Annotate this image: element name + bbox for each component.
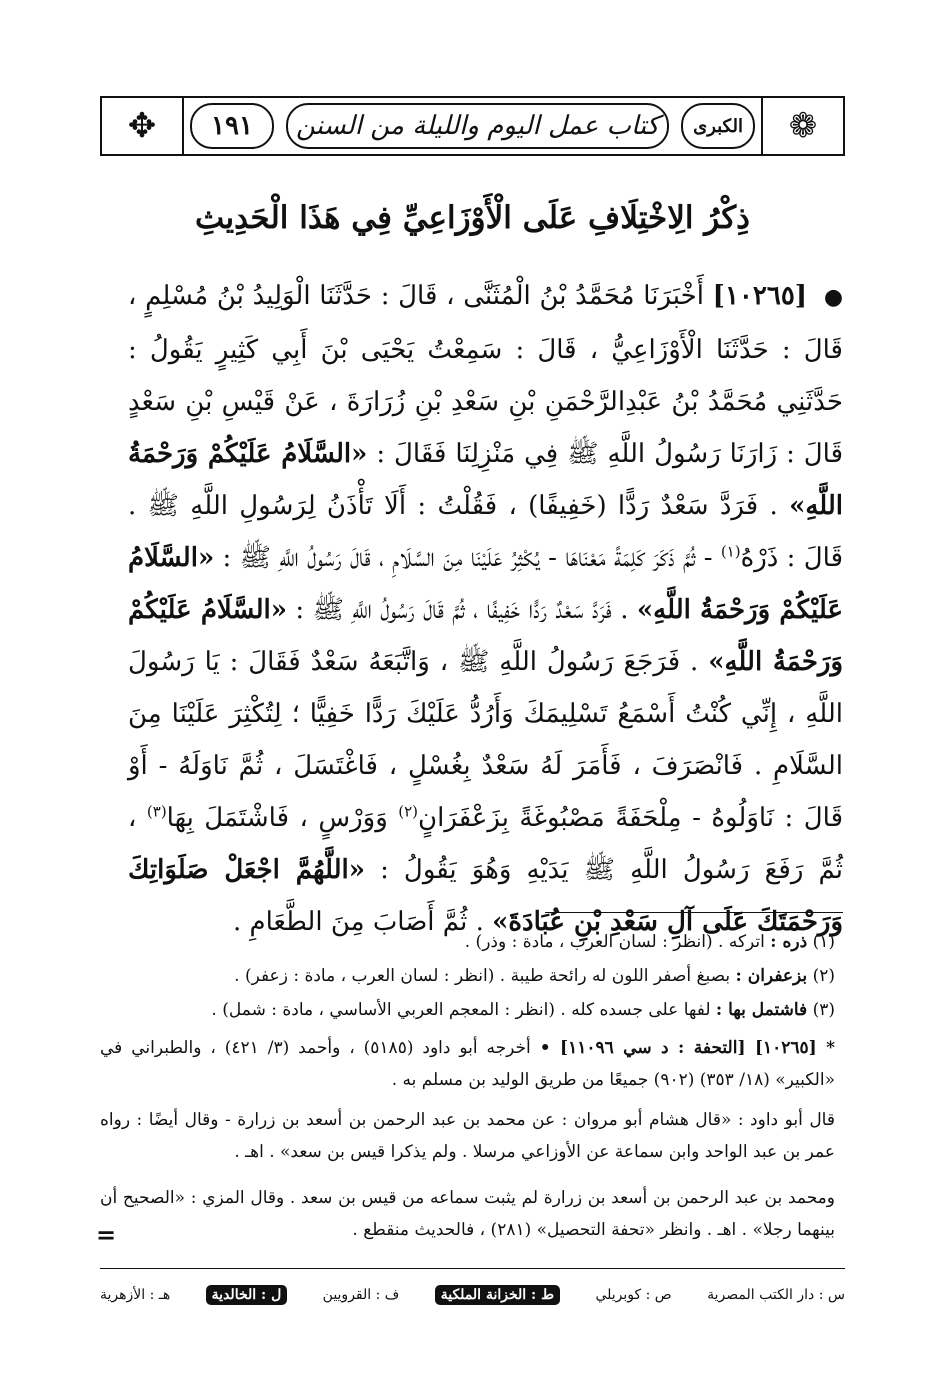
footnote-ref[interactable]: (١) <box>720 542 741 561</box>
footnote-ref[interactable]: (٢) <box>398 802 419 821</box>
source-item-highlighted: ط : الخزانة الملكية <box>435 1285 560 1305</box>
hadith-body <box>128 270 843 948</box>
takhrij-line: أخرجه أبو داود (٥١٨٥) ، وأحمد (٣/ ٤٢١) ، والطبراني في «الكبير» (١٨/ ٣٥٣) (٩٠٢) جميعًا من طريق الوليد بن مسلم به . <box>100 1038 835 1090</box>
footnote-marker: (٣) <box>812 1000 835 1020</box>
book-badge: الكبرى <box>681 103 755 149</box>
hadith-text: أَخْبَرَنَا مُحَمَّدُ بْنُ الْمُثَنَّى ، قَالَ : حَدَّثَنَا الْوَلِيدُ بْنُ مُسْلِمٍ ، قَالَ : حَدَّثَنَا الْأَوْزَاعِيُّ ، قَالَ : سَمِعْتُ يَحْيَى بْنَ أَبِي كَثِيرٍ يَقُولُ : حَدَّثَنِي مُحَمَّدُ بْنُ عَبْدِالرَّحْمَنِ بْنِ سَعْدِ بْنِ زُرَارَةَ ، عَنْ قَيْسِ بْنِ سَعْدٍ قَالَ : زَارَنَا رَسُولُ اللَّهِ ﷺ فِي مَنْزِلِنَا فَقَالَ : <box>128 281 844 469</box>
takhrij-block <box>100 1032 835 1096</box>
source-item: ف : القرويين <box>322 1287 400 1303</box>
takhrij-head: * [١٠٢٦٥] [التحفة : د سي ١١٠٩٦] • <box>539 1038 836 1058</box>
hadith-text: . فَرَدَّ سَعْدٌ رَدًّا (خَفِيفًا) ، فَقُلْتُ : أَلَا تَأْذَنُ لِرَسُولِ اللَّهِ ﷺ . قَالَ : ذَرْهُ <box>128 491 843 573</box>
hadith-text: . فَرَدَّ سَعْدٌ رَدًّا خَفِيفًا ، ثُمَّ قَالَ رَسُولُ اللَّهِ ﷺ : <box>295 595 629 625</box>
bottom-rule <box>100 1268 845 1269</box>
footnote-marker: (١) <box>812 932 835 952</box>
salam-phrase: «السَّلَامُ عَلَيْكُمْ وَرَحْمَةُ اللَّهِ» <box>128 439 844 521</box>
source-item: ص : كوبريلي <box>595 1287 672 1303</box>
source-item-highlighted: ل : الخالدية <box>206 1285 288 1305</box>
footnote-marker: (٢) <box>812 966 835 986</box>
source-item: س : دار الكتب المصرية <box>707 1287 845 1303</box>
salam-phrase: «السَّلَامُ عَلَيْكُمْ وَرَحْمَةُ اللَّهِ» <box>128 543 843 625</box>
bullet-icon: ● <box>823 285 844 310</box>
knot-ornament-icon: ✥ <box>102 98 184 154</box>
footnote-term: فاشتمل بها : <box>715 1000 808 1020</box>
footnote-ref[interactable]: (٣) <box>146 802 167 821</box>
takhrij-quote: قال أبو داود : «قال هشام أبو مروان : عن محمد بن عبد الرحمن بن أسعد بن زرارة - وقال أيضًا : رواه عمر بن عبد الواحد وابن سماعة عن الأوزاعي مرسلا . ولم يذكرا قيس بن سعد» . اهـ . <box>100 1110 835 1162</box>
footnote-text: لفها على جسده كله . (انظر : المعجم العربي الأساسي ، مادة : شمل) . <box>211 1000 711 1020</box>
hadith-text: ، ثُمَّ رَفَعَ رَسُولُ اللَّهِ ﷺ يَدَيْهِ وَهُوَ يَقُولُ : <box>128 803 844 885</box>
hadith-text: وَوَرْسٍ ، فَاشْتَمَلَ بِهَا <box>166 803 388 833</box>
footnote-3 <box>100 994 835 1026</box>
hadith-text: . فَرَجَعَ رَسُولُ اللَّهِ ﷺ ، وَاتَّبَعَهُ سَعْدٌ فَقَالَ : يَا رَسُولَ اللَّهِ ، إِنِّي كُنْتُ أَسْمَعُ تَسْلِيمَكَ وَأَرُدُّ عَلَيْكَ رَدًّا خَفِيًّا ؛ لِتُكْثِرَ عَلَيْنَا مِنَ السَّلَامِ . فَانْصَرَفَ ، فَأَمَرَ لَهُ سَعْدٌ بِغُسْلٍ ، فَاغْتَسَلَ ، ثُمَّ نَاوَلَهُ - أَوْ قَالَ : نَاوَلُوهُ - مِلْحَفَةً مَصْبُوغَةً بِزَعْفَرَانٍ <box>128 647 844 833</box>
manuscript-sources <box>100 1280 845 1310</box>
salam-phrase: «السَّلَامُ عَلَيْكُمْ وَرَحْمَةُ اللَّهِ» <box>128 595 844 677</box>
hadith-text: . ثُمَّ أَصَابَ مِنَ الطَّعَامِ . <box>233 907 484 937</box>
footnote-text: اتركه . (انظر : لسان العرب ، مادة : وذر) . <box>464 932 765 952</box>
running-header <box>100 96 845 156</box>
source-item: هـ : الأزهرية <box>100 1287 171 1303</box>
seal-ornament-icon: ❁ <box>761 98 843 154</box>
footnote-term: بزعفران : <box>735 966 808 986</box>
book-title: كتاب عمل اليوم والليلة من السنن <box>286 103 669 149</box>
footnote-text: بصبغ أصفر اللون له رائحة طيبة . (انظر : لسان العرب ، مادة : زعفر) . <box>234 966 731 986</box>
dua-phrase: «اللَّهُمَّ اجْعَلْ صَلَوَاتِكَ وَرَحْمَتَكَ عَلَى آلِ سَعْدِ بْنِ عُبَادَةَ» <box>128 855 843 937</box>
footnote-2 <box>100 960 835 992</box>
hadith-number: [١٠٢٦٥] <box>712 281 808 311</box>
hadith-text: - ثُمَّ ذَكَرَ كَلِمَةً مَعْنَاهَا - يُكْثِرُ عَلَيْنَا مِنَ السَّلَامِ ، قَالَ رَسُولُ اللَّهِ ﷺ : <box>222 543 713 573</box>
section-title: ذِكْرُ الِاخْتِلَافِ عَلَى الْأَوْزَاعِيِّ فِي هَذَا الْحَدِيثِ <box>195 200 750 236</box>
takhrij-note: ومحمد بن عبد الرحمن بن أسعد بن زرارة لم يثبت سماعه من قيس بن سعد . وقال المزي : «الصحيح أن بينهما رجلا» . اهـ . وانظر «تحفة التحصيل» (٢٨١) ، فالحديث منقطع . <box>100 1188 835 1240</box>
continuation-mark: = <box>96 1220 117 1249</box>
footnote-separator <box>545 912 843 913</box>
page-number: ١٩١ <box>190 103 274 149</box>
footnote-1 <box>100 926 835 958</box>
footnote-term: ذره : <box>770 932 808 952</box>
